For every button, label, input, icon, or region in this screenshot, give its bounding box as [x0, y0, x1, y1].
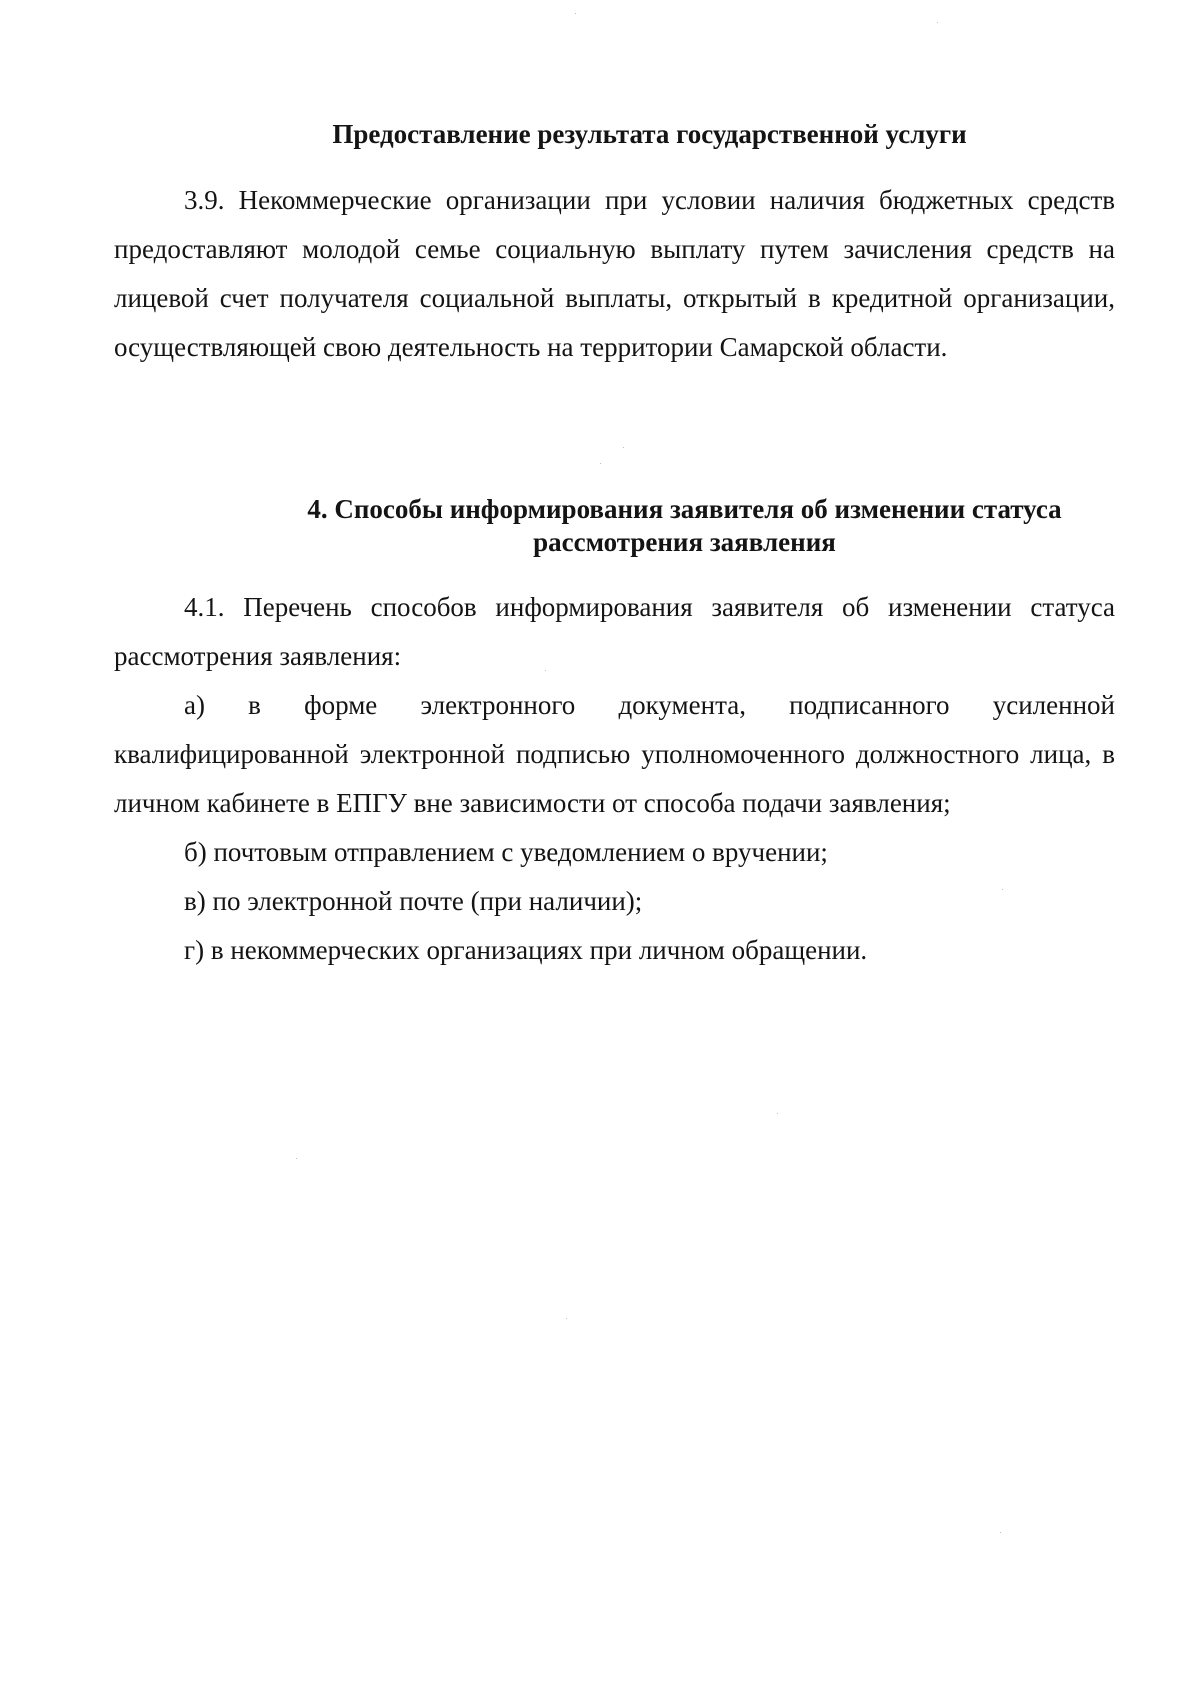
- scan-speck: [1002, 889, 1003, 890]
- scan-speck: [545, 670, 546, 671]
- list-item-v: в) по электронной почте (при наличии);: [184, 886, 643, 916]
- scan-speck: [296, 1158, 297, 1159]
- scan-speck: [623, 447, 624, 448]
- scan-speck: [575, 13, 576, 14]
- scan-speck: [1000, 1532, 1001, 1533]
- list-item-b: б) почтовым отправлением с уведомлением о вручении;: [184, 837, 828, 867]
- scan-speck: [777, 1113, 778, 1114]
- heading-section-4: [114, 493, 1115, 559]
- list-item-a: а) в форме электронного документа, подписанного усиленной квалифицированной электронной подписью уполномоченного должностного лица, в личном кабинете в ЕПГУ вне зависимости от способа подачи заявления;: [114, 690, 1115, 818]
- scan-speck: [566, 1318, 567, 1319]
- scan-speck: [937, 22, 938, 23]
- heading-result-of-service: Предоставление результата государственной услуги: [332, 119, 967, 149]
- scan-speck: [600, 463, 601, 464]
- paragraph-3-9: 3.9. Некоммерческие организации при условии наличия бюджетных средств предоставляют молодой семье социальную выплату путем зачисления средств на лицевой счет получателя социальной выплаты, открытый в кредитной организации, осуществляющей свою деятельность на территории Самарской области.: [114, 185, 1115, 362]
- paragraph-4-1: 4.1. Перечень способов информирования заявителя об изменении статуса рассмотрения заявления:: [114, 592, 1115, 671]
- heading-section-4-line-1: 4. Способы информирования заявителя об изменении статуса: [307, 494, 1062, 524]
- list-item-g: г) в некоммерческих организациях при личном обращении.: [184, 935, 868, 965]
- heading-section-4-line-2: рассмотрения заявления: [533, 527, 836, 557]
